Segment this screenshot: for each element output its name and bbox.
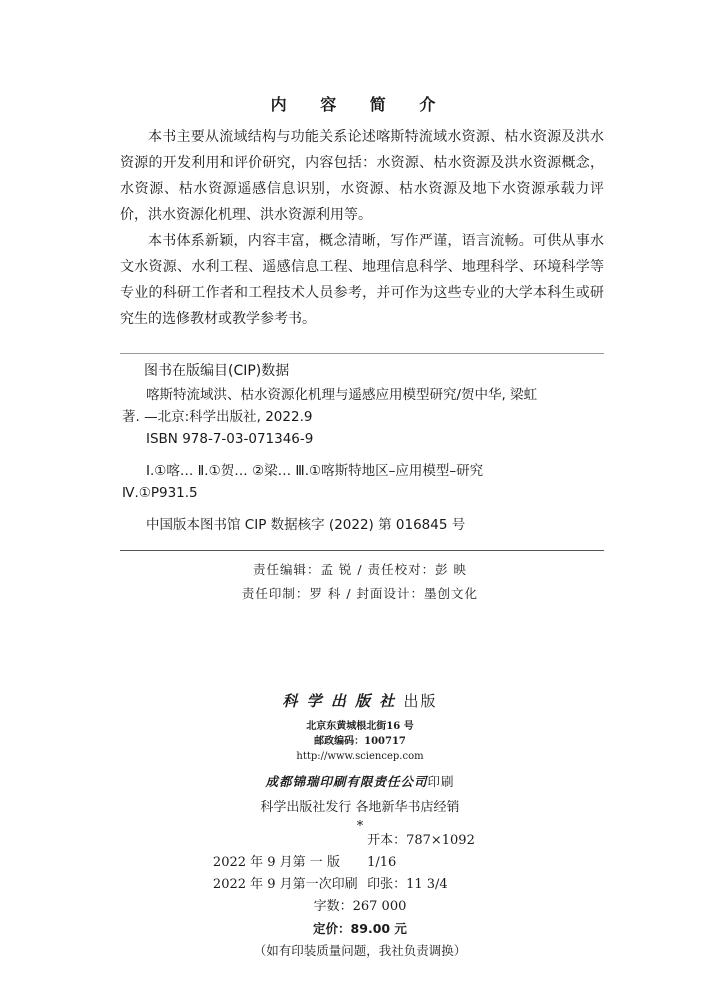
cip-top-divider bbox=[120, 353, 604, 354]
cip-data-block bbox=[122, 384, 602, 536]
credits-line-1: 责任编辑：孟 锐 / 责任校对：彭 映 bbox=[252, 562, 468, 577]
book-format: 开本：787×1092 1/16 bbox=[367, 833, 475, 870]
publisher-url: http://www.sciencep.com bbox=[296, 751, 424, 762]
print-sheets: 印张：11 3/4 bbox=[367, 877, 448, 892]
publisher-name: 科 学 出 版 社 bbox=[282, 692, 397, 710]
publisher-address: 北京东黄城根北街16 号 bbox=[306, 721, 414, 732]
publisher-postcode: 邮政编码：100717 bbox=[314, 736, 406, 747]
specs-row-1 bbox=[0, 830, 720, 874]
distribution-line: 科学出版社发行 各地新华书店经销 bbox=[260, 800, 460, 815]
printer-line bbox=[0, 772, 720, 790]
printer-name: 成都锦瑞印刷有限责任公司 bbox=[265, 774, 428, 789]
cip-spacer bbox=[122, 450, 602, 460]
cip-classification-2: Ⅳ.①P931.5 bbox=[122, 485, 198, 501]
cip-record-number: 中国版本图书馆 CIP 数据核字 (2022) 第 016845 号 bbox=[146, 517, 466, 533]
publisher-suffix: 出版 bbox=[403, 692, 438, 710]
cip-spacer bbox=[122, 504, 602, 514]
edition-date: 2022 年 9 月第 一 版 bbox=[212, 855, 340, 870]
section-title: 内 容 简 介 bbox=[270, 95, 450, 114]
printing-date: 2022 年 9 月第一次印刷 bbox=[212, 877, 358, 892]
cip-isbn: ISBN 978-7-03-071346-9 bbox=[146, 431, 314, 447]
intro-paragraph-1: 本书主要从流域结构与功能关系论述喀斯特流域水资源、枯水资源及洪水资源的开发利用和评价研究，内容包括：水资源、枯水资源及洪水资源概念，水资源、枯水资源遥感信息识别，水资源、枯水资源及地下水资源承载力评价，洪水资源化机理、洪水资源利用等。 bbox=[120, 129, 604, 223]
credits-line-2: 责任印制：罗 科 / 封面设计：墨创文化 bbox=[241, 586, 479, 601]
printer-suffix: 印刷 bbox=[427, 774, 455, 789]
cip-author-line: 著. —北京:科学出版社, 2022.9 bbox=[122, 409, 313, 425]
cip-classification-1: Ⅰ.①喀… Ⅱ.①贺… ②梁… Ⅲ.①喀斯特地区–应用模型–研究 bbox=[146, 463, 484, 479]
intro-paragraph-2: 本书体系新颖，内容丰富，概念清晰，写作严谨，语言流畅。可供从事水文水资源、水利工程、遥感信息工程、地理信息科学、地理科学、环境科学等专业的科研工作者和工程技术人员参考，并可作为这些专业的大学本科生或研究生的选修教材或教学参考书。 bbox=[120, 233, 604, 327]
publisher-block bbox=[0, 690, 720, 834]
quality-note: （如有印装质量问题，我社负责调换） bbox=[253, 943, 467, 958]
book-introduction bbox=[120, 124, 604, 332]
price: 定价：89.00 元 bbox=[313, 921, 407, 936]
cip-bottom-divider bbox=[120, 550, 604, 551]
publisher-name-line bbox=[0, 690, 720, 711]
edition-specs bbox=[0, 830, 720, 962]
separator-star: * bbox=[356, 819, 364, 834]
cip-title-line: 喀斯特流域洪、枯水资源化机理与遥感应用模型研究/贺中华, 梁虹 bbox=[146, 387, 538, 403]
editorial-credits bbox=[0, 558, 720, 606]
word-count: 字数：267 000 bbox=[313, 899, 407, 914]
cip-heading: 图书在版编目(CIP)数据 bbox=[144, 363, 290, 379]
specs-row-2 bbox=[0, 874, 720, 896]
